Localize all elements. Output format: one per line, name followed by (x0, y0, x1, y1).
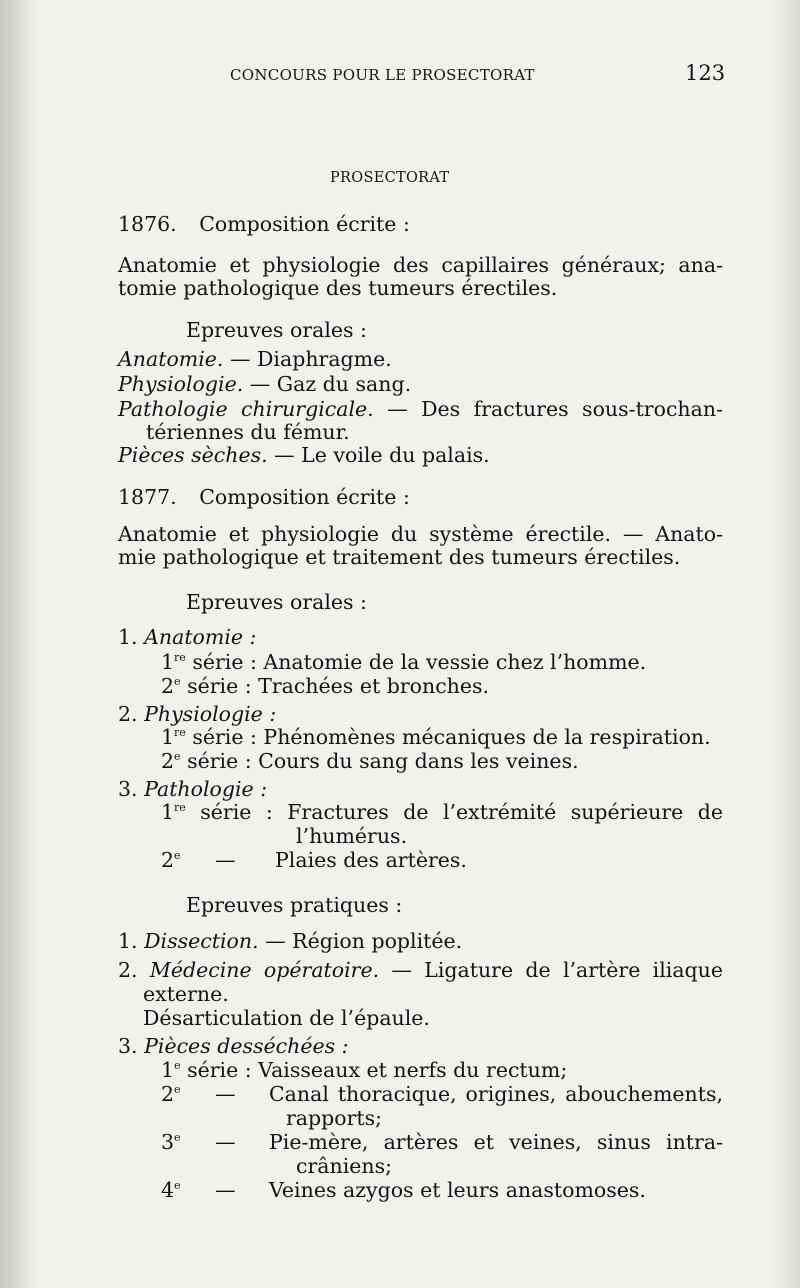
oral-3-series-1-line1 (161, 800, 723, 824)
oral-item-2-physiology (118, 702, 276, 726)
series-text: série : Trachées et bronches. (180, 674, 490, 698)
series-number: 3 (161, 1130, 175, 1154)
series-text: Veines azygos et leurs anastomoses. (269, 1178, 646, 1202)
practical-3-series-2-line2: rapports; (286, 1106, 383, 1130)
section-title: PROSECTORAT (330, 170, 450, 186)
series-number: 2 (161, 674, 175, 698)
written-subject-1876-line1: Anatomie et physiologie des capillaires généraux; ana- (118, 253, 723, 277)
subject-label: Pathologie chirurgicale. (118, 397, 374, 421)
series-ordinal: e (174, 1059, 181, 1073)
item-label: Médecine opératoire. (149, 958, 380, 982)
item-label: Anatomie : (144, 625, 257, 649)
year-1877-heading (118, 485, 410, 509)
ditto-dash: — (215, 1178, 236, 1202)
page-gutter-shadow (0, 0, 40, 1288)
series-ordinal: re (174, 651, 186, 665)
series-text: série : Anatomie de la vessie chez l’homme. (185, 650, 647, 674)
series-ordinal: e (174, 1131, 181, 1145)
practical-item-2-line2: externe. (143, 982, 229, 1006)
series-number: 2 (161, 1082, 175, 1106)
series-ordinal: e (174, 1179, 181, 1193)
year-1876-heading (118, 212, 410, 236)
practical-3-series-3-line1 (161, 1130, 723, 1154)
subject-label: Physiologie. (118, 372, 244, 396)
item-number: 2. (118, 958, 138, 982)
practical-exam-label-1877: Epreuves pratiques : (186, 893, 403, 917)
page-number: 123 (685, 61, 726, 85)
oral-2-series-2 (161, 749, 579, 773)
oral-physiology-1876 (118, 372, 411, 396)
series-number: 2 (161, 749, 175, 773)
oral-3-series-1-line2: l’humérus. (296, 824, 408, 848)
written-exam-label-1876: Composition écrite : (199, 212, 410, 236)
oral-pathology-1876-line2: tériennes du fémur. (146, 420, 350, 444)
running-title: CONCOURS POUR LE PROSECTORAT (230, 66, 535, 84)
oral-anatomy-1876 (118, 347, 392, 371)
oral-1-series-1 (161, 650, 646, 674)
oral-item-1-anatomy (118, 625, 256, 649)
practical-3-series-1 (161, 1058, 567, 1082)
oral-2-series-1 (161, 725, 711, 749)
item-number: 3. (118, 777, 138, 801)
ditto-dash: — (215, 848, 236, 872)
item-label: Physiologie : (144, 702, 277, 726)
series-text: série : Cours du sang dans les veines. (180, 749, 579, 773)
subject-text: — Gaz du sang. (243, 372, 412, 396)
page-edge-shadow (770, 0, 800, 1288)
practical-3-series-2-line1 (161, 1082, 723, 1106)
ditto-dash: — (215, 1082, 236, 1106)
item-label: Pathologie : (144, 777, 268, 801)
practical-item-2-line3: Désarticulation de l’épaule. (143, 1006, 430, 1030)
practical-3-series-3-line2: crâniens; (296, 1154, 393, 1178)
year-1876: 1876. (118, 212, 177, 236)
series-text: série : Fractures de l’extrémité supérieure de (185, 800, 723, 824)
year-1877: 1877. (118, 485, 177, 509)
item-number: 1. (118, 929, 138, 953)
practical-3-series-4 (161, 1178, 646, 1202)
series-text: série : Vaisseaux et nerfs du rectum; (180, 1058, 568, 1082)
item-number: 1. (118, 625, 138, 649)
series-ordinal: e (174, 849, 181, 863)
series-number: 1 (161, 800, 175, 824)
series-number: 1 (161, 725, 175, 749)
item-number: 3. (118, 1034, 138, 1058)
oral-pathology-1876-line1 (118, 397, 723, 421)
written-subject-1876-line2: tomie pathologique des tumeurs érectiles. (118, 276, 558, 300)
subject-text: — Diaphragme. (223, 347, 392, 371)
oral-exam-label-1877: Epreuves orales : (186, 590, 367, 614)
oral-3-series-2 (161, 848, 467, 872)
series-text: série : Phénomènes mécaniques de la respiration. (185, 725, 711, 749)
oral-pieces-1876 (118, 443, 490, 467)
practical-item-2-line1 (118, 958, 723, 982)
item-label: Dissection. (144, 929, 259, 953)
subject-text: — Des fractures sous-trochan- (373, 397, 723, 421)
item-text: — Ligature de l’artère iliaque (379, 958, 723, 982)
oral-item-3-pathology (118, 777, 267, 801)
series-number: 1 (161, 650, 175, 674)
ditto-dash: — (215, 1130, 236, 1154)
series-ordinal: re (174, 726, 186, 740)
series-number: 2 (161, 848, 175, 872)
written-subject-1877-line1: Anatomie et physiologie du système érectile. — Anato- (118, 522, 723, 546)
written-subject-1877-line2: mie pathologique et traitement des tumeurs érectiles. (118, 545, 681, 569)
practical-item-1-dissection (118, 929, 462, 953)
item-text: — Région poplitée. (258, 929, 463, 953)
item-number: 2. (118, 702, 138, 726)
series-ordinal: re (174, 801, 186, 815)
series-ordinal: e (174, 1083, 181, 1097)
written-exam-label-1877: Composition écrite : (199, 485, 410, 509)
subject-text: — Le voile du palais. (267, 443, 490, 467)
subject-label: Pièces sèches. (118, 443, 268, 467)
series-text: Canal thoracique, origines, abouchements, (269, 1082, 723, 1106)
oral-1-series-2 (161, 674, 489, 698)
oral-exam-label-1876: Epreuves orales : (186, 318, 367, 342)
series-ordinal: e (174, 750, 181, 764)
series-text: Pie-mère, artères et veines, sinus intra- (269, 1130, 723, 1154)
series-number: 1 (161, 1058, 175, 1082)
series-ordinal: e (174, 675, 181, 689)
series-text: Plaies des artères. (275, 848, 467, 872)
subject-label: Anatomie. (118, 347, 224, 371)
item-label: Pièces desséchées : (144, 1034, 349, 1058)
practical-item-3-pieces (118, 1034, 349, 1058)
series-number: 4 (161, 1178, 175, 1202)
